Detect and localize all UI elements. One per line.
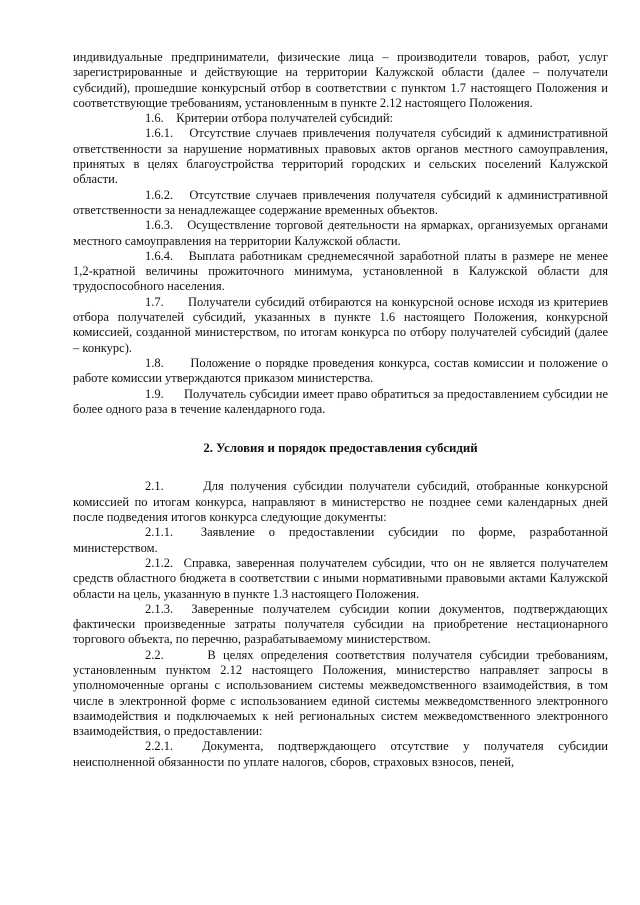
clause-text: Получатели субсидий отбираются на конкурсной основе исходя из критериев отбора получателей субсидий, указанных в пункте 1.6 настоящего Положения, конкурсной комиссией, созданной министерством, по итогам конкурса по отбору получателей субсидий (далее – конкурс). (73, 294, 609, 355)
clause-2-1 (73, 479, 608, 525)
clause-number: 2.1.1. (145, 525, 174, 540)
section1-list (73, 111, 608, 417)
clause-number: 2.1.2. (145, 555, 174, 570)
clause-1-6-4 (73, 249, 608, 295)
clause-number: 2.1. (145, 479, 164, 494)
clause-2-2-1 (73, 739, 608, 770)
clause-number: 1.9. (145, 386, 164, 401)
clause-2-2 (73, 648, 608, 740)
clause-text: Документа, подтверждающего отсутствие у получателя субсидии неисполненной обязанности по уплате налогов, сборов, страховых взносов, пеней, (73, 739, 608, 769)
intro-paragraph: индивидуальные предприниматели, физические лица – производители товаров, работ, услуг зарегистрированные и действующие на территории Калужской области (далее – получатели субсидий), прошедшие конкурсный отбор в соответствии с пунктом 1.7 настоящего Положения и соответствующие требованиям, установленным в пункте 2.12 настоящего Положения. (73, 50, 608, 110)
section-2-heading: 2. Условия и порядок предоставления субсидий (203, 441, 478, 456)
clause-number: 2.2.1. (145, 739, 174, 754)
clause-text: В целях определения соответствия получателя субсидии требованиям, установленным пунктом 2.12 настоящего Положения, министерство направляет запросы в уполномоченные органы с использованием системы межведомственного взаимодействия, в том числе в электронной форме с использованием единой системы межведомственного электронного взаимодействия и подключаемых к ней региональных систем межведомственного электронного взаимодействия, о предоставлении: (73, 647, 609, 739)
clause-text: Заверенные получателем субсидии копии документов, подтверждающих фактически произведенные затраты получателя субсидии на приобретение нестационарного торгового объекта, по перечню, разрабатываемому министерством. (73, 601, 608, 647)
clause-text: Получатель субсидии имеет право обратиться за предоставлением субсидии не более одного раза в течение календарного года. (73, 386, 609, 416)
clause-number: 1.7. (145, 294, 164, 309)
clause-number: 2.2. (145, 647, 164, 662)
clause-text: Выплата работникам среднемесячной заработной платы в размере не менее 1,2-кратной величины прожиточного минимума, установленной в Калужской области для трудоспособного населения. (73, 248, 608, 294)
clause-text: Положение о порядке проведения конкурса, состав комиссии и положение о работе комиссии утверждаются приказом министерства. (73, 355, 608, 386)
clause-number: 1.6.4. (145, 248, 174, 263)
clause-1-7 (73, 295, 608, 356)
clause-text: Отсутствие случаев привлечения получателя субсидий к административной ответственности за ненадлежащее содержание временных объектов. (73, 187, 608, 217)
clause-text: Справка, заверенная получателем субсидии, что он не является получателем средств областного бюджета в соответствии с иными нормативными правовыми актами Калужской области на цель, указанную в пункте 1.3 настоящего Положения. (73, 555, 608, 601)
clause-text: Критерии отбора получателей субсидий: (176, 111, 394, 126)
clause-1-6-3 (73, 218, 608, 249)
clause-text: Для получения субсидии получатели субсидий, отобранные конкурсной комиссией по итогам конкурса, направляют в министерство не позднее семи календарных дней после подведения итогов конкурса следующие документы: (73, 479, 608, 525)
clause-2-1-1 (73, 525, 608, 556)
clause-text: Осуществление торговой деятельности на ярмарках, организуемых органами местного самоуправления на территории Калужской области. (73, 218, 608, 248)
clause-number: 1.6.1. (145, 126, 174, 141)
clause-text: Заявление о предоставлении субсидии по форме, разработанной министерством. (73, 525, 608, 555)
clause-1-8 (73, 356, 608, 387)
clause-number: 1.6.2. (145, 187, 174, 202)
clause-number: 1.8. (145, 355, 164, 370)
clause-number: 1.6. (145, 111, 164, 126)
clause-1-9 (73, 387, 608, 418)
section2-list (73, 479, 608, 770)
clause-number: 2.1.3. (145, 601, 174, 616)
clause-1-6-1 (73, 126, 608, 187)
clause-2-1-3 (73, 602, 608, 648)
document-page (73, 50, 608, 770)
clause-1-6-2 (73, 188, 608, 219)
clause-2-1-2 (73, 556, 608, 602)
clause-text: Отсутствие случаев привлечения получателя субсидий к административной ответственности за нарушение нормативных правовых актов органов местного самоуправления, принятых в целях благоустройства территорий городских и сельских поселений Калужской области. (73, 126, 608, 187)
clause-1-6 (73, 111, 608, 126)
clause-number: 1.6.3. (145, 218, 174, 233)
